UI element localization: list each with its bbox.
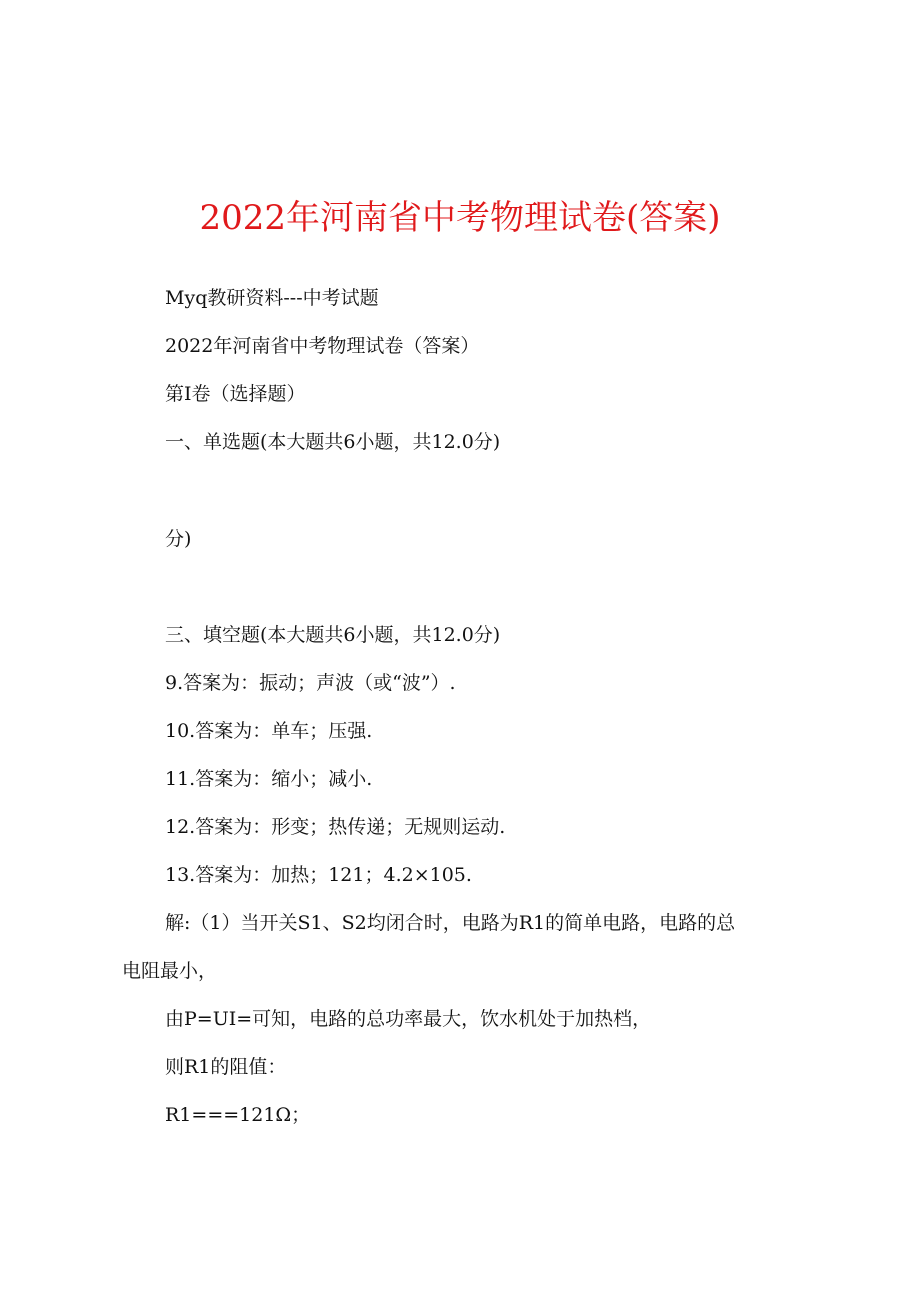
document-title: 2022年河南省中考物理试卷(答案)	[199, 198, 721, 238]
fragment-line: 分)	[165, 528, 192, 550]
solution-line-1: 解:（1）当开关S1、S2均闭合时，电路为R1的简单电路，电路的总	[165, 912, 736, 934]
answer-11: 11.答案为：缩小；减小.	[165, 768, 373, 790]
answer-10: 10.答案为：单车；压强.	[165, 720, 373, 742]
answer-9: 9.答案为：振动；声波（或“波”）.	[165, 672, 456, 694]
source-line: Myq教研资料---中考试题	[165, 287, 379, 309]
solution-line-1-continued: 电阻最小，	[122, 960, 218, 982]
section-heading-single-choice: 一、单选题(本大题共6小题，共12.0分)	[165, 431, 501, 453]
volume-heading: 第I卷（选择题）	[165, 383, 306, 405]
solution-line-3: 则R1的阻值：	[165, 1056, 287, 1078]
section-heading-fill-blank: 三、填空题(本大题共6小题，共12.0分)	[165, 624, 501, 646]
answer-12: 12.答案为：形变；热传递；无规则运动.	[165, 816, 506, 838]
answer-13: 13.答案为：加热；121；4.2×105.	[165, 864, 472, 886]
subtitle-line: 2022年河南省中考物理试卷（答案）	[165, 335, 480, 357]
solution-line-4: R1===121Ω；	[165, 1104, 311, 1126]
solution-line-2: 由P=UI=可知，电路的总功率最大，饮水机处于加热档，	[165, 1008, 652, 1030]
